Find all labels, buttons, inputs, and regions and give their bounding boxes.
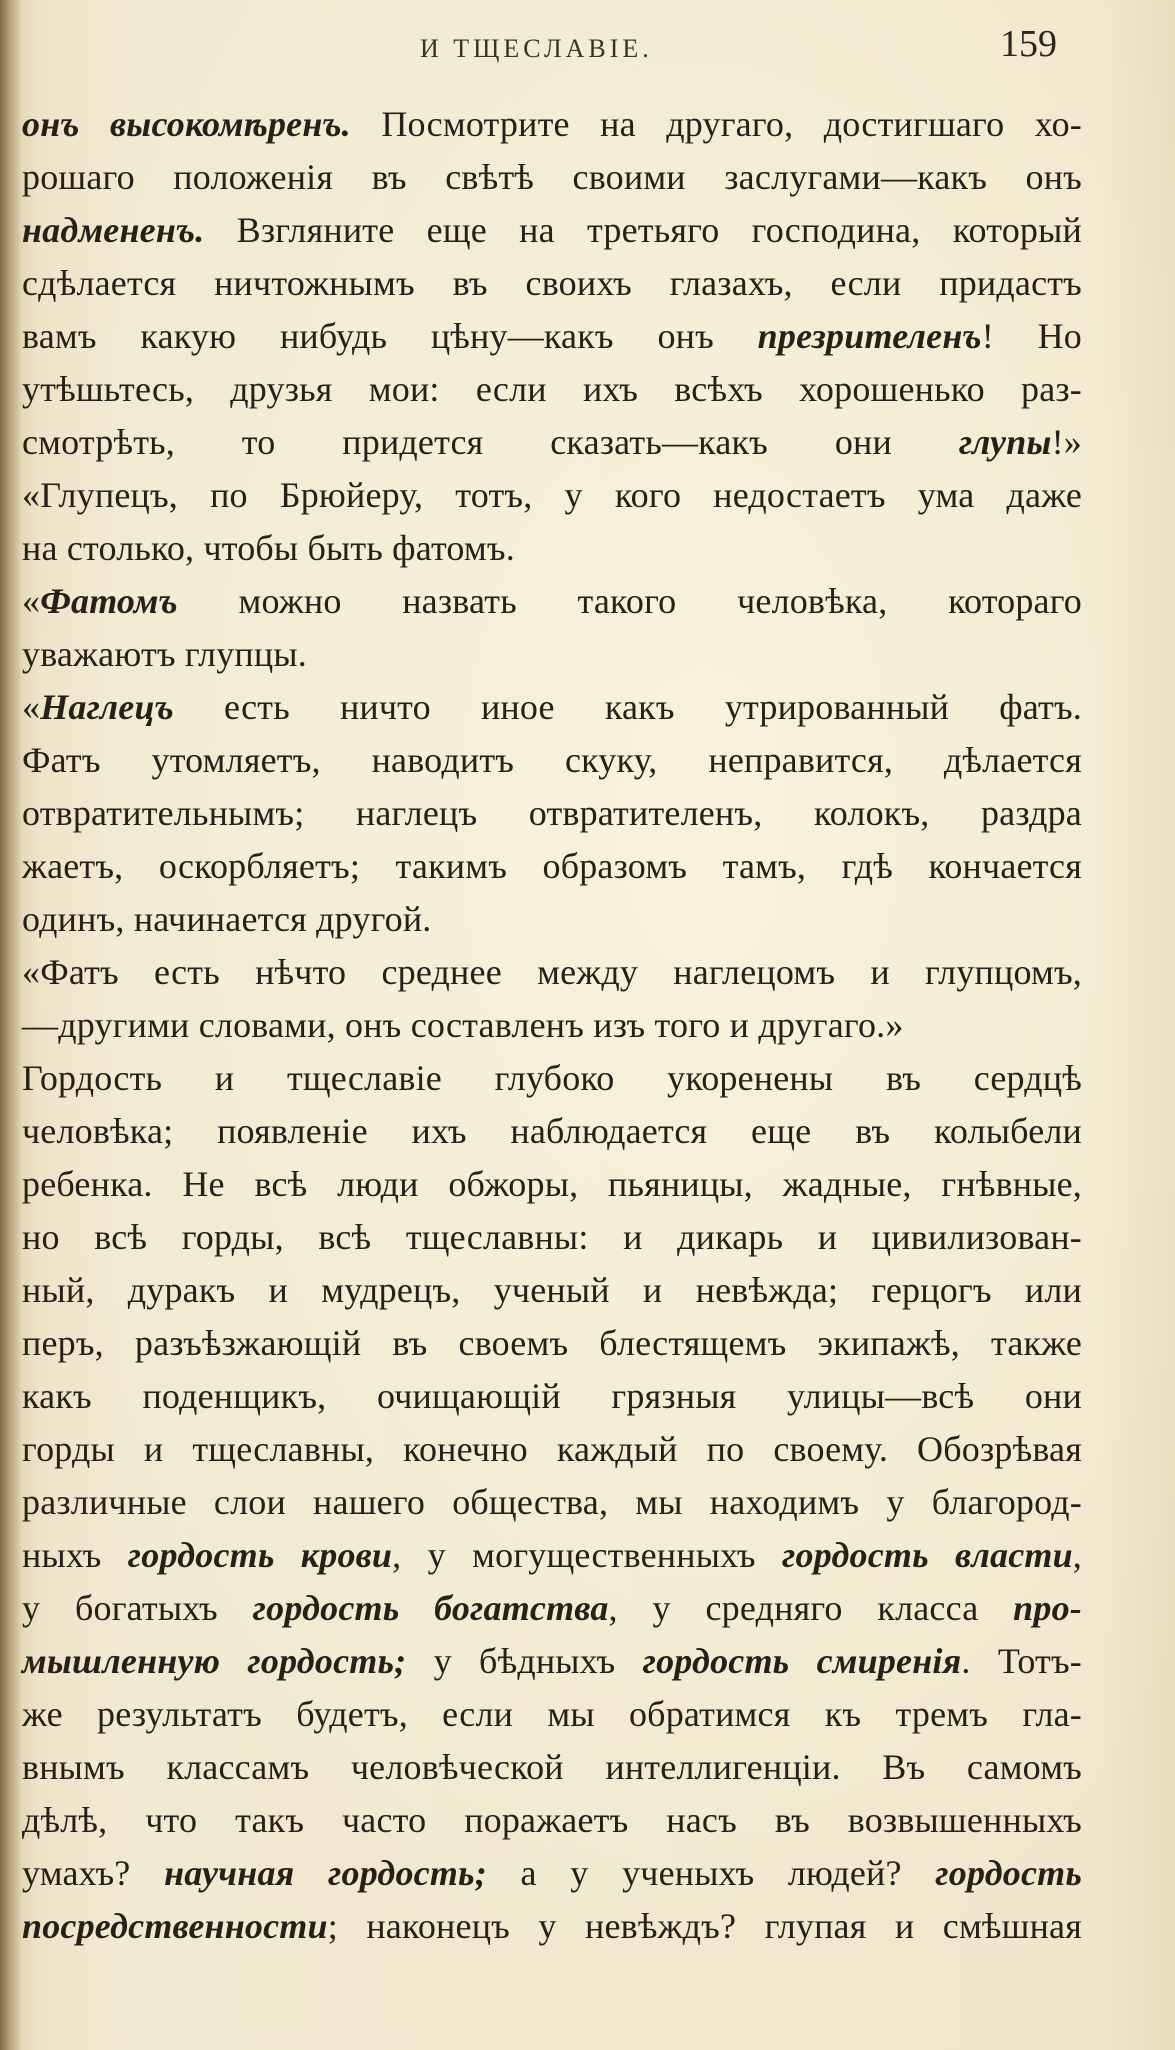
- text-segment: Фатъ утомляетъ, наводитъ скуку, неправится, дѣлается: [22, 740, 1082, 780]
- text-segment: внымъ классамъ человѣческой интеллигенціи. Въ самомъ: [22, 1747, 1082, 1787]
- text-segment: «Глупецъ, по Брюйеру, тотъ, у кого недостаетъ ума даже: [22, 475, 1082, 515]
- italic-segment: онъ высокомѣренъ.: [22, 104, 351, 144]
- text-segment: ныхъ: [22, 1535, 128, 1575]
- text-line: [22, 787, 1082, 840]
- italic-segment: гордость власти: [782, 1535, 1073, 1575]
- text-line: [22, 1264, 1082, 1317]
- text-line: [22, 840, 1082, 893]
- italic-segment: Фатомъ: [40, 581, 178, 621]
- italic-segment: мышленную гордость;: [22, 1641, 407, 1681]
- text-segment: Взгляните еще на третьяго господина, который: [204, 210, 1082, 250]
- text-segment: . Тотъ-: [961, 1641, 1082, 1681]
- italic-segment: надмененъ.: [22, 210, 205, 250]
- binding-gutter: [0, 0, 22, 2050]
- text-line: [22, 1158, 1082, 1211]
- page-header: [0, 22, 1175, 72]
- text-segment: ный, дуракъ и мудрецъ, ученый и невѣжда; герцогъ или: [22, 1270, 1082, 1310]
- text-line: [22, 1105, 1082, 1158]
- text-segment: !»: [1051, 422, 1082, 462]
- text-line: [22, 681, 1082, 734]
- italic-segment: Наглецъ: [40, 687, 174, 727]
- text-segment: вамъ какую нибудь цѣну—какъ онъ: [22, 316, 758, 356]
- text-segment: есть ничто иное какъ утрированный фатъ.: [173, 687, 1082, 727]
- text-line: [22, 1635, 1082, 1688]
- text-line: [22, 1317, 1082, 1370]
- text-segment: —другими словами, онъ составленъ изъ того и другаго.»: [22, 1005, 904, 1045]
- text-line: [22, 151, 1082, 204]
- text-segment: же результатъ будетъ, если мы обратимся къ тремъ гла-: [22, 1694, 1082, 1734]
- italic-segment: посредственности: [22, 1906, 328, 1946]
- body-text: [22, 98, 1082, 1953]
- text-line: [22, 893, 1082, 946]
- text-line: [22, 1688, 1082, 1741]
- text-segment: но всѣ горды, всѣ тщеславны: и дикарь и цивилизован-: [22, 1217, 1082, 1257]
- text-line: [22, 1052, 1082, 1105]
- italic-segment: гордость крови: [127, 1535, 393, 1575]
- text-segment: перъ, разъѣзжающій въ своемъ блестящемъ экипажѣ, также: [22, 1323, 1082, 1363]
- text-line: [22, 1847, 1082, 1900]
- text-line: [22, 416, 1082, 469]
- text-line: [22, 363, 1082, 416]
- text-segment: ,: [1072, 1535, 1082, 1575]
- text-segment: у бѣдныхъ: [406, 1641, 643, 1681]
- text-segment: различные слои нашего общества, мы находимъ у благород-: [22, 1482, 1082, 1522]
- text-segment: одинъ, начинается другой.: [22, 899, 432, 939]
- text-segment: жаетъ, оскорбляетъ; такимъ образомъ тамъ, гдѣ кончается: [22, 846, 1082, 886]
- text-segment: «: [22, 581, 41, 621]
- text-segment: можно назвать такого человѣка, котораго: [177, 581, 1082, 621]
- text-line: [22, 204, 1082, 257]
- text-segment: «: [22, 687, 41, 727]
- text-segment: , у средняго класса: [608, 1588, 1014, 1628]
- italic-segment: гордость смиренія: [642, 1641, 962, 1681]
- text-segment: «Фатъ есть нѣчто среднее между наглецомъ и глупцомъ,: [22, 952, 1082, 992]
- text-line: [22, 1529, 1082, 1582]
- text-line: [22, 1370, 1082, 1423]
- text-line: [22, 628, 1082, 681]
- text-segment: ! Но: [981, 316, 1082, 356]
- text-line: [22, 1794, 1082, 1847]
- text-segment: отвратительнымъ; наглецъ отвратителенъ, колокъ, раздра: [22, 793, 1082, 833]
- text-segment: Посмотрите на другаго, достигшаго хо-: [350, 104, 1082, 144]
- text-segment: на столько, чтобы быть фатомъ.: [22, 528, 515, 568]
- text-segment: Гордость и тщеславіе глубоко укоренены въ сердцѣ: [22, 1058, 1082, 1098]
- text-line: [22, 310, 1082, 363]
- text-segment: смотрѣть, то придется сказать—какъ они: [22, 422, 959, 462]
- italic-segment: гордость: [935, 1853, 1082, 1893]
- italic-segment: научная гордость;: [164, 1853, 487, 1893]
- italic-segment: про-: [1013, 1588, 1082, 1628]
- text-line: [22, 98, 1082, 151]
- text-segment: уважаютъ глупцы.: [22, 634, 307, 674]
- text-segment: какъ поденщикъ, очищающій грязныя улицы—всѣ они: [22, 1376, 1082, 1416]
- text-segment: , у могущественныхъ: [392, 1535, 783, 1575]
- text-line: [22, 257, 1082, 310]
- text-line: [22, 1741, 1082, 1794]
- italic-segment: презрителенъ: [757, 316, 982, 356]
- text-segment: умахъ?: [22, 1853, 165, 1893]
- text-segment: горды и тщеславны, конечно каждый по своему. Обозрѣвая: [22, 1429, 1082, 1469]
- text-line: [22, 999, 1082, 1052]
- text-line: [22, 1423, 1082, 1476]
- text-line: [22, 1900, 1082, 1953]
- page-number: 159: [1000, 23, 1057, 65]
- text-line: [22, 1582, 1082, 1635]
- italic-segment: глупы: [958, 422, 1052, 462]
- text-segment: а у ученыхъ людей?: [486, 1853, 936, 1893]
- text-line: [22, 469, 1082, 522]
- text-line: [22, 522, 1082, 575]
- italic-segment: гордость богатства: [252, 1588, 609, 1628]
- text-segment: человѣка; появленіе ихъ наблюдается еще въ колыбели: [22, 1111, 1082, 1151]
- text-segment: ребенка. Не всѣ люди обжоры, пьяницы, жадные, гнѣвные,: [22, 1164, 1082, 1204]
- text-line: [22, 1211, 1082, 1264]
- text-segment: рошаго положенія въ свѣтѣ своими заслугами—какъ онъ: [22, 157, 1082, 197]
- text-segment: дѣлѣ, что такъ часто поражаетъ насъ въ возвышенныхъ: [22, 1800, 1082, 1840]
- text-line: [22, 946, 1082, 999]
- text-line: [22, 1476, 1082, 1529]
- text-segment: утѣшьтесь, друзья мои: если ихъ всѣхъ хорошенько раз-: [22, 369, 1082, 409]
- text-segment: у богатыхъ: [22, 1588, 253, 1628]
- text-segment: ; наконецъ у невѣждъ? глупая и смѣшная: [327, 1906, 1082, 1946]
- text-line: [22, 734, 1082, 787]
- text-line: [22, 575, 1082, 628]
- text-segment: сдѣлается ничтожнымъ въ своихъ глазахъ, если придастъ: [22, 263, 1082, 303]
- running-title: И ТЩЕСЛАВІЕ.: [420, 34, 653, 63]
